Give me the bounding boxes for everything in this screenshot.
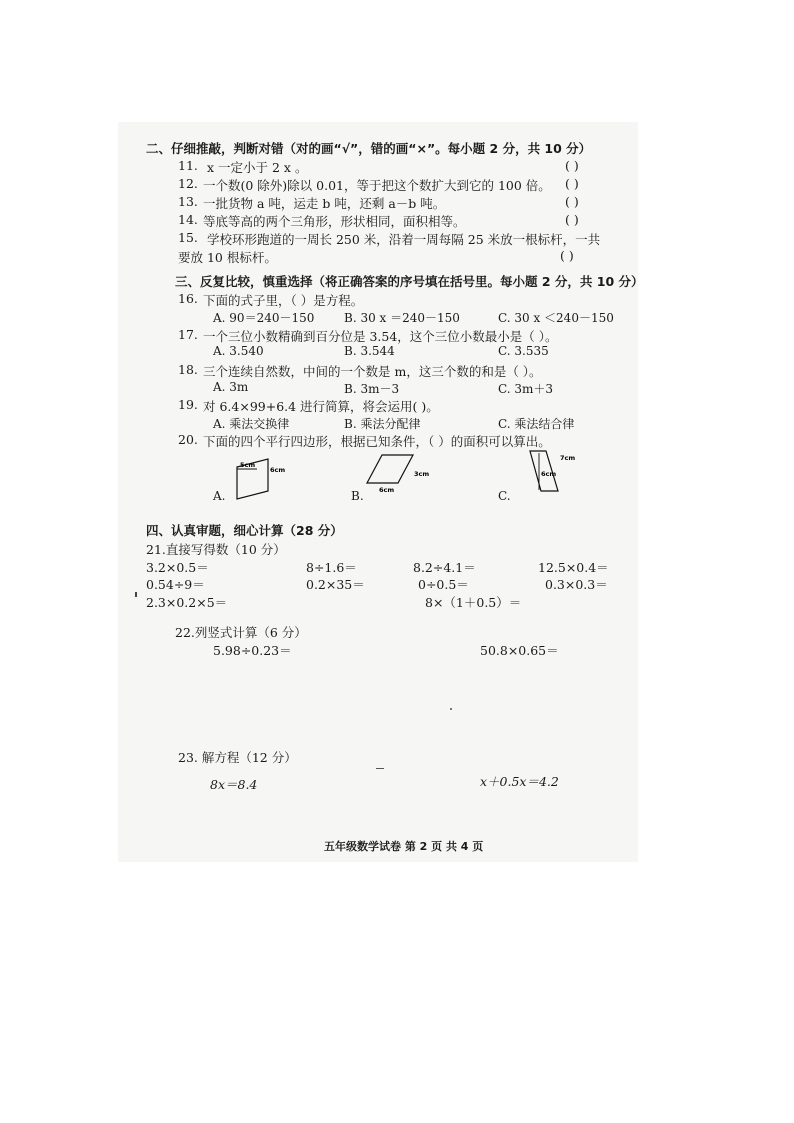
question-11-text: x 一定小于 2 x 。: [207, 160, 308, 175]
q21-r1-c2: 8÷1.6＝: [306, 560, 357, 575]
question-13-text: 一批货物 a 吨，运走 b 吨，还剩 a－b 吨。: [203, 196, 446, 211]
scan-speck: [450, 708, 452, 710]
q17-option-a[interactable]: A. 3.540: [213, 344, 264, 358]
q18-option-c[interactable]: C. 3m＋3: [498, 382, 554, 396]
q23-equation-1: 8x＝8.4: [210, 777, 258, 792]
question-17-num: 17.: [178, 327, 198, 342]
question-15-text-line2: 要放 10 根标杆。: [178, 250, 277, 265]
q17-option-c[interactable]: C. 3.535: [498, 344, 549, 358]
parallelogram-b-figure: [365, 450, 435, 495]
q20-option-c[interactable]: C.: [498, 489, 511, 503]
q19-option-a[interactable]: A. 乘法交换律: [213, 417, 290, 431]
section-2-heading: 二、仔细推敲，判断对错（对的画“√”，错的画“×”。每小题 2 分，共 10 分）: [146, 141, 592, 156]
q23-equation-2: x＋0.5x＝4.2: [480, 774, 559, 789]
fig-c-label-1: 7cm: [560, 454, 576, 462]
fig-b-label-1: 3cm: [414, 470, 430, 478]
parallelogram-c-figure: [526, 447, 586, 497]
q17-option-b[interactable]: B. 3.544: [344, 344, 395, 358]
answer-paren-13[interactable]: ( ): [565, 194, 579, 209]
q22-problem-2: 50.8×0.65＝: [480, 643, 559, 658]
question-20-num: 20.: [178, 432, 198, 447]
parallelogram-a-figure: [228, 455, 288, 505]
q19-option-b[interactable]: B. 乘法分配律: [344, 417, 421, 431]
question-15-num: 15.: [178, 230, 198, 245]
question-16-num: 16.: [178, 291, 198, 306]
scan-speck: [135, 592, 137, 597]
q21-r2-c3: 0÷0.5＝: [418, 577, 469, 592]
section-3-heading: 三、反复比较，慎重选择（将正确答案的序号填在括号里。每小题 2 分，共 10 分）: [175, 274, 644, 289]
q18-option-a[interactable]: A. 3m: [213, 380, 249, 394]
fig-a-label-2: 6cm: [270, 466, 286, 474]
q21-r2-c1: 0.54÷9＝: [146, 577, 205, 592]
section-4-heading: 四、认真审题，细心计算（28 分）: [146, 523, 343, 538]
q16-option-a[interactable]: A. 90＝240－150: [213, 311, 315, 325]
page-footer: 五年级数学试卷 第 2 页 共 4 页: [324, 840, 484, 853]
q21-r1-c1: 3.2×0.5＝: [146, 560, 209, 575]
question-19-text: 对 6.4×99+6.4 进行简算，将会运用( )。: [203, 399, 439, 414]
answer-paren-15[interactable]: ( ): [560, 248, 574, 263]
question-20-text: 下面的四个平行四边形，根据已知条件，（ ）的面积可以算出。: [203, 434, 551, 449]
question-14-text: 等底等高的两个三角形，形状相同，面积相等。: [203, 214, 466, 229]
question-23-title: 23. 解方程（12 分）: [178, 750, 297, 765]
question-22-title: 22.列竖式计算（6 分）: [175, 625, 307, 640]
question-19-num: 19.: [178, 397, 198, 412]
q21-r1-c3: 8.2÷4.1＝: [413, 560, 476, 575]
answer-paren-12[interactable]: ( ): [565, 176, 579, 191]
question-14-num: 14.: [178, 212, 198, 227]
question-21-title: 21.直接写得数（10 分）: [146, 542, 286, 557]
question-18-text: 三个连续自然数，中间的一个数是 m，这三个数的和是（ ）。: [203, 364, 542, 379]
fig-c-label-2: 6cm: [541, 470, 557, 478]
q20-option-a[interactable]: A.: [213, 489, 226, 503]
question-11-num: 11.: [178, 158, 198, 173]
q21-r2-c2: 0.2×35＝: [306, 577, 365, 592]
q16-option-c[interactable]: C. 30 x ＜240－150: [498, 311, 614, 325]
question-13-num: 13.: [178, 194, 198, 209]
answer-paren-14[interactable]: ( ): [565, 212, 579, 227]
q18-option-b[interactable]: B. 3m－3: [344, 382, 400, 396]
q21-r2-c4: 0.3×0.3＝: [545, 577, 608, 592]
question-18-num: 18.: [178, 362, 198, 377]
question-15-text: 学校环形跑道的一周长 250 米，沿着一周每隔 25 米放一根标杆，一共: [207, 232, 601, 247]
fig-a-label-1: 5cm: [240, 461, 256, 469]
fig-b-label-2: 6cm: [379, 486, 395, 494]
answer-paren-11[interactable]: ( ): [565, 158, 579, 173]
q21-r3-c2: 8×（1＋0.5）＝: [425, 595, 522, 610]
question-12-text: 一个数(0 除外)除以 0.01，等于把这个数扩大到它的 100 倍。: [203, 178, 551, 193]
q21-r1-c4: 12.5×0.4＝: [538, 560, 609, 575]
question-17-text: 一个三位小数精确到百分位是 3.54，这个三位小数最小是（ ）。: [203, 329, 558, 344]
scan-speck: [376, 768, 384, 769]
q19-option-c[interactable]: C. 乘法结合律: [498, 417, 575, 431]
q21-r3-c1: 2.3×0.2×5＝: [146, 595, 228, 610]
question-12-num: 12.: [178, 176, 198, 191]
question-16-text: 下面的式子里，（ ）是方程。: [203, 293, 364, 308]
q20-option-b[interactable]: B.: [351, 489, 364, 503]
q22-problem-1: 5.98÷0.23＝: [213, 643, 292, 658]
q16-option-b[interactable]: B. 30 x ＝240－150: [344, 311, 460, 325]
